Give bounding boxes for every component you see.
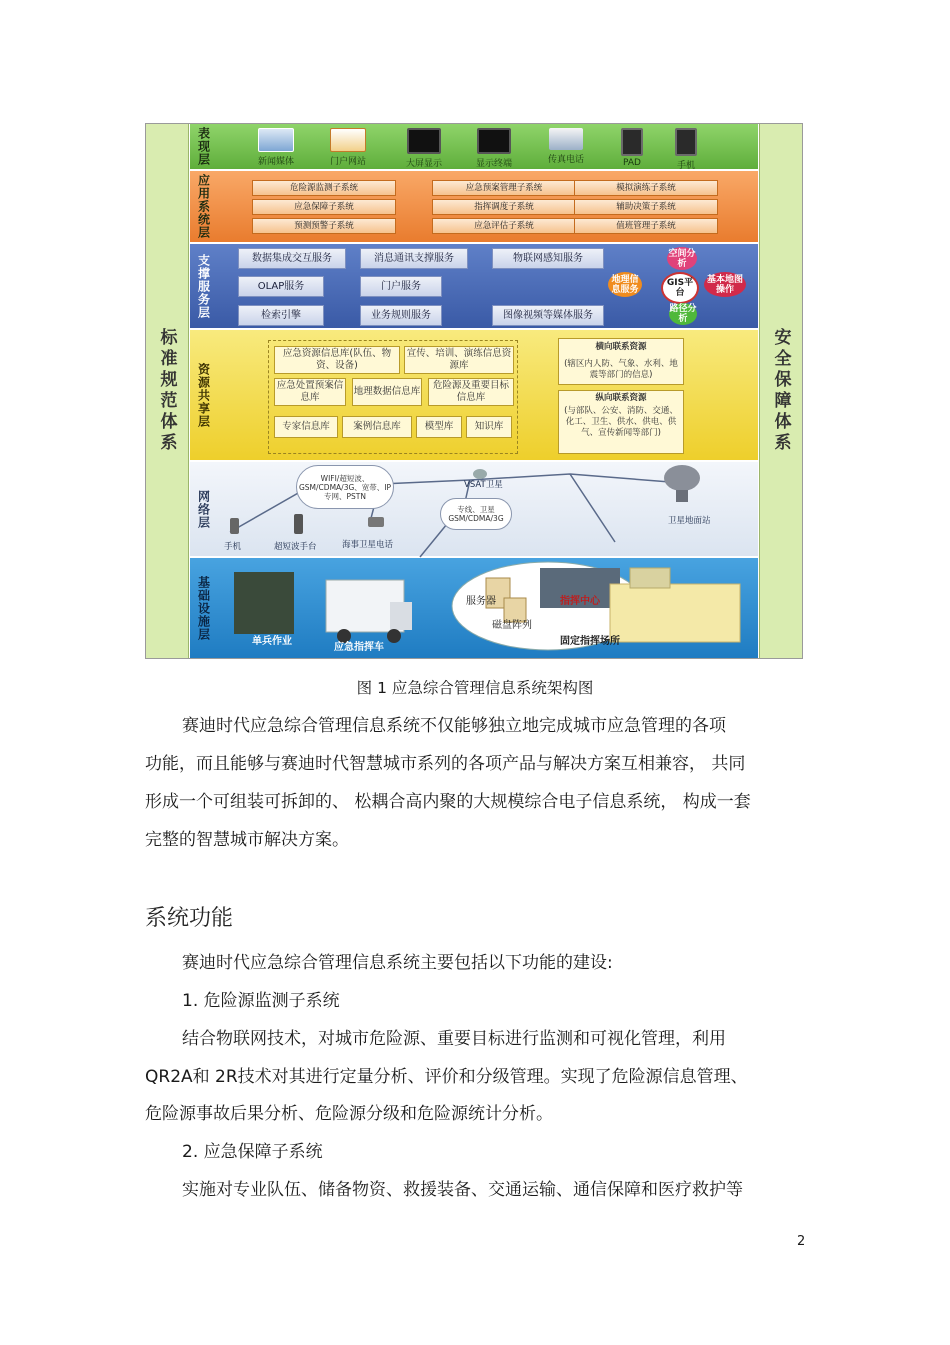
service-box: OLAP服务 — [238, 276, 324, 297]
item-title: 2. 应急保障子系统 — [182, 1142, 323, 1162]
resource-box: 地理数据信息库 — [352, 378, 422, 406]
resource-box: 案例信息库 — [342, 416, 412, 438]
gis-path-analysis: 路径分析 — [669, 304, 697, 324]
fixed-command-site-label: 固定指挥场所 — [560, 636, 620, 647]
paragraph-line: 形成一个可组装可拆卸的、 松耦合高内聚的大规模综合电子信息系统， 构成一套 — [145, 792, 751, 812]
display-terminal-device — [466, 128, 522, 169]
paragraph-line: 完整的智慧城市解决方案。 — [145, 830, 349, 850]
subsystem-box: 辅助决策子系统 — [574, 199, 718, 215]
server-label: 服务器 — [466, 596, 496, 607]
disk-array-label: 磁盘阵列 — [492, 620, 532, 631]
command-vehicle-label: 应急指挥车 — [334, 642, 384, 653]
radio-label: 超短波手台 — [274, 542, 317, 552]
ground-station-label: 卫星地面站 — [668, 516, 711, 526]
gis-basemap-operation: 基本地图操作 — [704, 272, 746, 297]
subsystem-box: 应急保障子系统 — [252, 199, 396, 215]
subsystem-box: 应急预案管理子系统 — [432, 180, 576, 196]
network-layer — [190, 462, 758, 558]
device-label: 新闻媒体 — [257, 157, 294, 167]
layer-label: 表现层 — [196, 127, 211, 166]
vertical-resource-box — [558, 390, 684, 454]
horizontal-resource-box — [558, 338, 684, 385]
device-label: 手机 — [676, 161, 695, 171]
service-box: 检索引擎 — [238, 305, 324, 326]
service-box: 图像视频等媒体服务 — [492, 305, 604, 326]
vertical-resource-desc: (与部队、公安、消防、交通、化工、卫生、供水、供电、供气、宣传新闻等部门) — [564, 406, 678, 438]
horizontal-resource-title: 横向联系资源 — [595, 342, 647, 352]
fax-phone-device — [538, 128, 594, 165]
item-text-line: 实施对专业队伍、储备物资、救援装备、交通运输、通信保障和医疗救护等 — [182, 1180, 743, 1200]
subsystem-box: 预测预警子系统 — [252, 218, 396, 234]
monitor-icon — [407, 128, 441, 154]
security-system-bar — [759, 124, 802, 658]
vsat-satellite-label: VSAT卫星 — [464, 480, 503, 490]
web-portal-icon — [330, 128, 366, 152]
item-text-line: QR2A和 2R技术对其进行定量分析、评价和分级管理。实现了危险源信息管理、 — [145, 1067, 748, 1087]
item-title: 1. 危险源监测子系统 — [182, 991, 340, 1011]
phone-icon — [675, 128, 697, 156]
wireless-network-cloud: WIFI/超短波、GSM/CDMA/3G、宽带、IP专网、PSTN — [296, 465, 394, 509]
resource-box: 宣传、培训、演练信息资源库 — [404, 346, 514, 374]
resource-box: 危险源及重要目标信息库 — [428, 378, 514, 406]
resource-box: 应急处置预案信息库 — [274, 378, 346, 406]
portal-device — [320, 128, 376, 167]
layer-label: 基础设施层 — [196, 575, 211, 641]
vertical-resource-title: 纵向联系资源 — [595, 393, 647, 403]
phone-device — [658, 128, 714, 171]
item-text-line: 危险源事故后果分析、危险源分级和危险源统计分析。 — [145, 1104, 553, 1124]
layer-label: 应用系统层 — [196, 174, 211, 239]
fax-icon — [549, 128, 583, 150]
gis-geo-service: 地理信息服务 — [608, 272, 642, 297]
paragraph-line: 功能，而且能够与赛迪时代智慧城市系列的各项产品与解决方案互相兼容， 共同 — [145, 754, 746, 774]
standards-system-label: 标准规范体系 — [156, 328, 177, 454]
subsystem-box: 值班管理子系统 — [574, 218, 718, 234]
satellite-phone-label: 海事卫星电话 — [342, 540, 394, 550]
dedicated-line-cloud: 专线、卫星GSM/CDMA/3G — [440, 498, 512, 530]
individual-soldier-label: 单兵作业 — [252, 636, 292, 647]
page-number: 2 — [797, 1234, 806, 1249]
service-box: 数据集成交互服务 — [238, 248, 346, 269]
application-layer — [190, 171, 758, 244]
tablet-icon — [621, 128, 643, 156]
subsystem-box: 指挥调度子系统 — [432, 199, 576, 215]
layer-label: 支撑服务层 — [196, 253, 211, 319]
device-label: 传真电话 — [547, 155, 584, 165]
section-heading: 系统功能 — [145, 906, 234, 931]
news-media-device — [248, 128, 304, 167]
monitor-icon — [477, 128, 511, 154]
layer-label: 资源共享层 — [196, 362, 211, 428]
service-box: 消息通讯支撑服务 — [360, 248, 468, 269]
security-system-label: 安全保障体系 — [770, 328, 791, 454]
gis-platform: GIS平台 — [661, 272, 699, 304]
resource-box: 知识库 — [466, 416, 512, 438]
service-box: 门户服务 — [360, 276, 442, 297]
paragraph-line: 赛迪时代应急综合管理信息系统不仅能够独立地完成城市应急管理的各项 — [182, 716, 726, 736]
device-label: 门户网站 — [329, 157, 366, 167]
handset-label: 手机 — [224, 542, 242, 552]
resource-box: 专家信息库 — [274, 416, 338, 438]
device-label: 大屏显示 — [405, 159, 442, 169]
news-media-icon — [258, 128, 294, 152]
horizontal-resource-desc: (辖区内人防、气象、水利、地震等部门的信息) — [564, 359, 678, 380]
subsystem-box: 危险源监测子系统 — [252, 180, 396, 196]
resource-box: 模型库 — [416, 416, 462, 438]
standards-system-bar — [146, 124, 189, 658]
resource-box: 应急资源信息库(队伍、物资、设备) — [274, 346, 400, 374]
device-label: PAD — [623, 158, 641, 168]
device-label: 显示终端 — [475, 159, 512, 169]
layer-label: 网络层 — [196, 489, 211, 529]
subsystem-box: 应急评估子系统 — [432, 218, 576, 234]
item-text-line: 结合物联网技术，对城市危险源、重要目标进行监测和可视化管理，利用 — [182, 1029, 726, 1049]
command-center-label: 指挥中心 — [560, 596, 600, 607]
service-box: 物联网感知服务 — [492, 248, 604, 269]
figure-caption: 图 1 应急综合管理信息系统架构图 — [356, 679, 594, 697]
subsystem-box: 模拟演练子系统 — [574, 180, 718, 196]
infrastructure-layer — [190, 558, 758, 658]
big-screen-device — [396, 128, 452, 169]
gis-spatial-analysis: 空间分析 — [668, 248, 696, 269]
architecture-diagram — [145, 123, 803, 659]
resource-sharing-layer — [190, 330, 758, 462]
pad-device — [604, 128, 660, 168]
intro-line: 赛迪时代应急综合管理信息系统主要包括以下功能的建设: — [182, 953, 613, 973]
presentation-layer — [190, 124, 758, 171]
service-box: 业务规则服务 — [360, 305, 442, 326]
support-service-layer — [190, 244, 758, 330]
